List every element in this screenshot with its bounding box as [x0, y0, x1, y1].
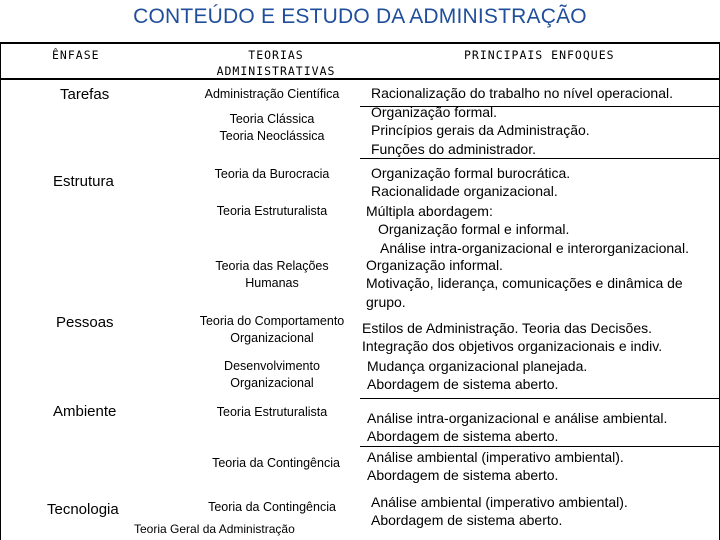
- header-teorias: [190, 47, 362, 79]
- header-teorias-line2: ADMINISTRATIVAS: [216, 64, 336, 78]
- enfoque-line: Racionalidade organizacional.: [371, 183, 558, 200]
- enfoque-line: Análise intra-organizacional e interorganizacional.: [380, 239, 689, 256]
- enfoque-line: Análise ambiental (imperativo ambiental).: [367, 449, 624, 465]
- theory-cell: [177, 358, 367, 392]
- theory-line: Teoria da Burocracia: [214, 167, 330, 181]
- theory-cell: [181, 455, 371, 472]
- enfoque-line: Estilos de Administração. Teoria das Decisões.: [362, 320, 652, 336]
- category-tarefas: Tarefas: [60, 86, 110, 103]
- enfoque-cell: [366, 256, 683, 311]
- table-top-border: [0, 42, 720, 44]
- footer-caption: Teoria Geral da Administração: [134, 522, 295, 536]
- enfoque-line: Análise intra-organizacional e análise ambiental.: [367, 410, 668, 426]
- table-left-border: [0, 42, 1, 540]
- theory-line: Teoria das Relações: [215, 259, 329, 273]
- theory-line: Humanas: [245, 276, 299, 290]
- category-tecnologia: Tecnologia: [47, 501, 119, 518]
- enfoque-line: Mudança organizacional planejada.: [367, 358, 588, 374]
- theory-line: Organizacional: [230, 376, 314, 390]
- enfoque-cell: [367, 448, 624, 485]
- page-title: CONTEÚDO E ESTUDO DA ADMINISTRAÇÃO: [133, 5, 587, 28]
- theory-line: Teoria do Comportamento: [199, 314, 345, 328]
- enfoque-cell: [362, 319, 662, 356]
- enfoque-cell: [371, 164, 570, 201]
- category-ambiente: Ambiente: [53, 403, 117, 420]
- row-divider-2: [360, 158, 720, 159]
- enfoque-line: Integração dos objetivos organizacionais e indiv.: [362, 338, 663, 355]
- category-estrutura: Estrutura: [53, 173, 114, 190]
- enfoque-line: Abordagem de sistema aberto.: [371, 512, 563, 529]
- enfoque-cell: [371, 493, 628, 530]
- row-divider-3: [360, 398, 720, 399]
- theory-line: Organizacional: [230, 331, 314, 345]
- enfoque-line: Princípios gerais da Administração.: [371, 122, 590, 139]
- enfoque-line: Abordagem de sistema aberto.: [367, 467, 559, 484]
- enfoque-cell: [371, 103, 590, 158]
- enfoque-line: Motivação, liderança, comunicações e dinâmica de: [366, 275, 683, 292]
- enfoque-line: Organização formal e informal.: [378, 221, 570, 238]
- theory-line: Teoria da Contingência: [208, 500, 336, 514]
- enfoque-line: Análise ambiental (imperativo ambiental).: [371, 494, 628, 510]
- theory-line: Teoria da Contingência: [212, 456, 340, 470]
- enfoque-cell: [366, 202, 689, 257]
- enfoque-line: Organização formal.: [371, 104, 498, 120]
- theory-cell: [177, 404, 367, 421]
- theory-line: Desenvolvimento: [224, 359, 320, 373]
- enfoque-cell: [371, 84, 673, 102]
- header-enfase: ÊNFASE: [52, 48, 100, 62]
- enfoque-line: Organização informal.: [366, 257, 503, 273]
- theory-cell: [177, 86, 367, 103]
- theory-cell: [177, 111, 367, 145]
- enfoque-line: Racionalização do trabalho no nível operacional.: [371, 85, 673, 101]
- header-enfoques: PRINCIPAIS ENFOQUES: [464, 48, 615, 62]
- theory-cell: [172, 313, 372, 347]
- enfoque-line: Abordagem de sistema aberto.: [367, 428, 559, 445]
- theory-cell: [177, 499, 367, 516]
- theory-line: Teoria Estruturalista: [216, 204, 328, 218]
- row-divider-4: [360, 446, 720, 447]
- theory-line: Administração Científica: [204, 87, 340, 101]
- enfoque-line: Funções do administrador.: [371, 140, 536, 157]
- enfoque-line: grupo.: [366, 293, 406, 310]
- enfoque-line: Múltipla abordagem:: [366, 203, 493, 219]
- category-pessoas: Pessoas: [56, 314, 114, 331]
- theory-cell: [177, 203, 367, 220]
- theory-cell: [177, 258, 367, 292]
- theory-line: Teoria Estruturalista: [216, 405, 328, 419]
- theory-line: Teoria Clássica: [229, 112, 315, 126]
- theory-cell: [177, 166, 367, 183]
- header-teorias-line1: TEORIAS: [248, 48, 304, 62]
- enfoque-line: Abordagem de sistema aberto.: [367, 376, 559, 393]
- theory-line: Teoria Neoclássica: [219, 129, 325, 143]
- enfoque-line: Organização formal burocrática.: [371, 165, 571, 181]
- enfoque-cell: [367, 357, 587, 394]
- enfoque-cell: [367, 409, 667, 446]
